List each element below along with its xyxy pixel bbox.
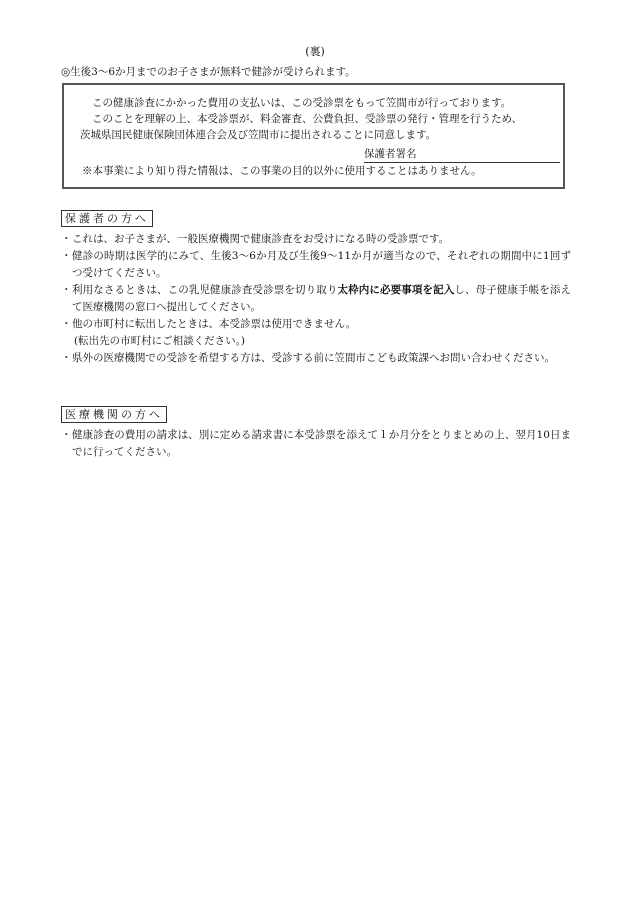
list-item [61,248,571,282]
medical-list [61,427,571,461]
bullet-mark: ・ [61,250,72,262]
list-item-text: 利用なさるときは、この乳児健康診査受診票を切り取り [72,284,338,296]
list-item-text: し、母子健康手帳を添えて医療機関の窓口へ提出してください。 [72,284,572,313]
list-item [61,282,571,316]
list-item [61,350,571,367]
list-item [61,427,571,461]
list-item-subnote: (転出先の市町村にご相談ください。) [74,335,245,347]
list-item [61,316,571,350]
medical-section [61,406,571,461]
guardian-signature-field[interactable] [364,147,560,163]
list-item-text: 他の市町村に転出したときは、本受診票は使用できません。 [72,318,357,330]
list-item-text: これは、お子さまが、一般医療機関で健康診査をお受けになる時の受診票です。 [72,233,450,245]
medical-heading: 医療機関の方へ [61,406,167,423]
guardians-list [61,231,571,367]
bullet-mark: ・ [61,318,72,330]
list-item [61,231,571,248]
consent-box [62,83,565,189]
guardians-heading: 保護者の方へ [61,210,153,227]
required-fields-emphasis: 太枠内に必要事項を記入 [337,284,455,296]
page-side-label: (裏) [305,45,325,58]
guardians-section [61,210,571,367]
list-item-text: 県外の医療機関での受診を希望する方は、受診する前に笠間市こども政策課へお問い合わせください。 [72,352,555,364]
intro-notice: ◎生後3～6か月までのお子さまが無料で健診が受けられます。 [61,66,356,78]
privacy-note: ※本事業により知り得た情報は、この事業の目的以外に使用することはありません。 [82,165,482,177]
list-item-text: 健康診査の費用の請求は、別に定める請求書に本受診票を添えて１か月分をとりまとめの上、翌月10日までに行ってください。 [72,429,571,458]
list-item-text: 健診の時期は医学的にみて、生後3～6か月及び生後9～11か月が適当なので、それぞれの期間中に1回ずつ受けてください。 [72,250,571,279]
consent-line-2: このことを理解の上、本受診票が、料金審査、公費負担、受診票の発行・管理を行うため、 [92,113,523,125]
bullet-mark: ・ [61,284,72,296]
bullet-mark: ・ [61,429,72,441]
guardian-signature-label: 保護者署名 [364,148,417,160]
consent-line-1: この健康診査にかかった費用の支払いは、この受診票をもって笠間市が行っております。 [92,97,512,109]
bullet-mark: ・ [61,233,72,245]
consent-line-3: 茨城県国民健康保険団体連合会及び笠間市に提出されることに同意します。 [80,129,437,141]
bullet-mark: ・ [61,352,72,364]
